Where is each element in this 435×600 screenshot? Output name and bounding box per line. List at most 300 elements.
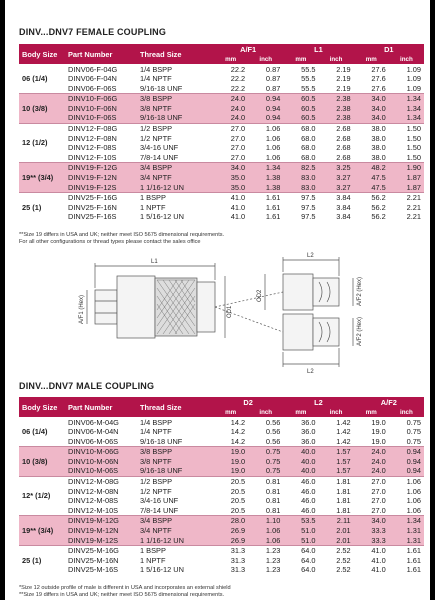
part-number-cell: DINV06-M-04N <box>65 427 137 437</box>
thread-size-cell: 1 5/16-12 UN <box>137 212 213 222</box>
part-number-cell: DINV19-F-12N <box>65 173 137 183</box>
thread-size-cell: 3/4 NPTF <box>137 173 213 183</box>
part-number-cell: DINV10-F-06G <box>65 94 137 104</box>
table-row <box>19 153 424 163</box>
dimension-cell: 27.6 <box>354 74 389 84</box>
thread-size-cell: 3/4-16 UNF <box>137 143 213 153</box>
catalog-page <box>5 0 430 600</box>
dimension-cell: 55.5 <box>283 74 318 84</box>
dimension-cell: 0.87 <box>248 74 283 84</box>
dimension-cell: 1.50 <box>389 153 424 163</box>
dimension-cell: 28.0 <box>213 516 248 526</box>
dimension-cell: 24.0 <box>354 466 389 476</box>
dimension-cell: 0.81 <box>248 487 283 497</box>
dimension-cell: 27.0 <box>213 123 248 133</box>
dimension-cell: 0.81 <box>248 476 283 486</box>
female-note-2: For all other configurations or thread types please contact the sales office <box>19 239 201 245</box>
dimension-cell: 0.94 <box>248 94 283 104</box>
dimension-cell: 2.21 <box>389 212 424 222</box>
dimension-cell: 1.81 <box>318 506 353 516</box>
dimension-cell: 1.06 <box>248 134 283 144</box>
dimension-cell: 27.0 <box>213 143 248 153</box>
dimension-cell: 1.06 <box>248 153 283 163</box>
dimension-cell: 3.27 <box>318 183 353 193</box>
dimension-cell: 0.94 <box>248 104 283 114</box>
thread-size-cell: 1/2 NPTF <box>137 134 213 144</box>
part-number-cell: DINV06-M-06S <box>65 437 137 447</box>
body-size-cell: 10 (3/8) <box>19 94 65 124</box>
table-row <box>19 104 424 114</box>
dimension-cell: 0.94 <box>389 457 424 467</box>
dimension-cell: 1.34 <box>389 516 424 526</box>
part-number-cell: DINV25-M-16S <box>65 565 137 575</box>
dimension-cell: 2.52 <box>318 565 353 575</box>
dimension-cell: 46.0 <box>283 496 318 506</box>
table-row <box>19 163 424 173</box>
dimension-cell: 1.10 <box>248 516 283 526</box>
dimension-cell: 27.0 <box>354 506 389 516</box>
table-row <box>19 565 424 575</box>
body-size-cell: 06 (1/4) <box>19 64 65 93</box>
unit-mm: mm <box>354 408 389 417</box>
thread-size-cell: 9/16-18 UNF <box>137 84 213 94</box>
dimension-cell: 1.81 <box>318 476 353 486</box>
body-size-cell: 19** (3/4) <box>19 516 65 546</box>
body-size-cell: 06 (1/4) <box>19 417 65 446</box>
table-row <box>19 84 424 94</box>
table-row <box>19 203 424 213</box>
table-row <box>19 437 424 447</box>
dimension-cell: 19.0 <box>354 427 389 437</box>
part-number-cell: DINV25-F-16N <box>65 203 137 213</box>
dimension-cell: 2.38 <box>318 104 353 114</box>
dimension-cell: 41.0 <box>213 212 248 222</box>
part-number-cell: DINV06-F-06S <box>65 84 137 94</box>
dimension-cell: 46.0 <box>283 487 318 497</box>
thread-size-cell: 3/4 BSPP <box>137 163 213 173</box>
thread-size-cell: 3/8 BSPP <box>137 447 213 457</box>
dimension-cell: 34.0 <box>354 94 389 104</box>
dimension-cell: 0.81 <box>248 506 283 516</box>
dimension-cell: 14.2 <box>213 437 248 447</box>
dimension-cell: 33.3 <box>354 526 389 536</box>
dimension-cell: 0.94 <box>248 113 283 123</box>
dimension-cell: 2.52 <box>318 546 353 556</box>
dimension-cell: 60.5 <box>283 104 318 114</box>
dimension-cell: 31.3 <box>213 556 248 566</box>
dimension-cell: 3.25 <box>318 163 353 173</box>
dim-af1-label: A/F1 (Hex) <box>79 294 85 324</box>
thread-size-cell: 1 NPTF <box>137 203 213 213</box>
dimension-cell: 0.75 <box>248 466 283 476</box>
dimension-cell: 3.84 <box>318 203 353 213</box>
header-l2: L2 <box>283 397 353 408</box>
dimension-cell: 55.5 <box>283 64 318 74</box>
unit-mm: mm <box>283 408 318 417</box>
dimension-cell: 1.06 <box>248 143 283 153</box>
dimension-cell: 64.0 <box>283 556 318 566</box>
dimension-cell: 1.09 <box>389 74 424 84</box>
female-coupling-table <box>19 44 424 222</box>
thread-size-cell: 1/4 BSPP <box>137 64 213 74</box>
dim-l2-label: L2 <box>307 253 314 259</box>
male-note-2: **Size 19 differs in USA and UK; neither meet ISO 5675 dimensional requirements. <box>19 592 225 598</box>
dimension-cell: 64.0 <box>283 546 318 556</box>
dimension-cell: 22.2 <box>213 84 248 94</box>
dimension-cell: 0.94 <box>389 447 424 457</box>
dimension-cell: 24.0 <box>354 457 389 467</box>
thread-size-cell: 3/8 BSPP <box>137 94 213 104</box>
table-row <box>19 526 424 536</box>
dimension-cell: 24.0 <box>354 447 389 457</box>
unit-mm: mm <box>213 55 248 64</box>
header-body-size: Body Size <box>19 44 65 64</box>
dimension-cell: 1.38 <box>248 173 283 183</box>
header-thread-size: Thread Size <box>137 44 213 64</box>
dimension-cell: 0.75 <box>389 437 424 447</box>
table-row <box>19 173 424 183</box>
thread-size-cell: 1 1/16-12 UN <box>137 183 213 193</box>
part-number-cell: DINV12-M-08S <box>65 496 137 506</box>
dimension-cell: 1.23 <box>248 565 283 575</box>
dimension-cell: 68.0 <box>283 153 318 163</box>
dimension-cell: 1.87 <box>389 173 424 183</box>
dimension-cell: 31.3 <box>213 565 248 575</box>
header-d1: D1 <box>354 44 424 55</box>
dimension-cell: 40.0 <box>283 457 318 467</box>
part-number-cell: DINV12-M-08N <box>65 487 137 497</box>
dimension-cell: 0.75 <box>389 417 424 427</box>
table-row <box>19 516 424 526</box>
dimension-cell: 0.75 <box>248 447 283 457</box>
dimension-cell: 68.0 <box>283 143 318 153</box>
table-row <box>19 556 424 566</box>
dimension-cell: 2.68 <box>318 134 353 144</box>
dimension-cell: 24.0 <box>213 113 248 123</box>
male-coupling-table <box>19 397 424 575</box>
female-section-title: DINV...DNV7 FEMALE COUPLING <box>19 27 167 37</box>
dimension-cell: 56.2 <box>354 212 389 222</box>
dimension-cell: 0.87 <box>248 64 283 74</box>
male-section-title: DINV...DNV7 MALE COUPLING <box>19 381 155 391</box>
dimension-cell: 41.0 <box>213 193 248 203</box>
unit-inch: inch <box>318 408 353 417</box>
part-number-cell: DINV06-F-04N <box>65 74 137 84</box>
thread-size-cell: 1 1/16-12 UN <box>137 536 213 546</box>
table-row <box>19 536 424 546</box>
dimension-cell: 27.0 <box>354 487 389 497</box>
dim-af2-bottom-label: A/F2 (Hex) <box>357 316 363 346</box>
dimension-cell: 2.19 <box>318 74 353 84</box>
part-number-cell: DINV19-M-12N <box>65 526 137 536</box>
dimension-cell: 35.0 <box>213 183 248 193</box>
dimension-cell: 56.2 <box>354 193 389 203</box>
table-row <box>19 94 424 104</box>
dim-af2-top-label: A/F2 (Hex) <box>357 276 363 306</box>
dimension-cell: 1.61 <box>389 546 424 556</box>
dimension-cell: 0.75 <box>389 427 424 437</box>
table-row <box>19 212 424 222</box>
dimension-cell: 47.5 <box>354 173 389 183</box>
dimension-cell: 1.06 <box>389 487 424 497</box>
unit-inch: inch <box>389 408 424 417</box>
dimension-cell: 33.3 <box>354 536 389 546</box>
dimension-cell: 1.34 <box>389 94 424 104</box>
dimension-cell: 27.0 <box>213 134 248 144</box>
part-number-cell: DINV25-F-16G <box>65 193 137 203</box>
dimension-cell: 0.81 <box>248 496 283 506</box>
dimension-cell: 41.0 <box>213 203 248 213</box>
dimension-cell: 26.9 <box>213 536 248 546</box>
dimension-cell: 1.23 <box>248 556 283 566</box>
dimension-cell: 1.50 <box>389 123 424 133</box>
dimension-cell: 1.06 <box>389 496 424 506</box>
thread-size-cell: 9/16-18 UNF <box>137 113 213 123</box>
table-row <box>19 417 424 427</box>
thread-size-cell: 1/4 NPTF <box>137 427 213 437</box>
header-part-number: Part Number <box>65 44 137 64</box>
dimension-cell: 97.5 <box>283 212 318 222</box>
dimension-cell: 0.87 <box>248 84 283 94</box>
dimension-cell: 1.31 <box>389 536 424 546</box>
dimension-cell: 36.0 <box>283 427 318 437</box>
unit-mm: mm <box>354 55 389 64</box>
dimension-cell: 1.81 <box>318 496 353 506</box>
table-row <box>19 476 424 486</box>
dimension-cell: 51.0 <box>283 536 318 546</box>
dimension-cell: 36.0 <box>283 437 318 447</box>
dimension-cell: 2.19 <box>318 64 353 74</box>
dimension-cell: 38.0 <box>354 123 389 133</box>
dimension-cell: 64.0 <box>283 565 318 575</box>
dimension-cell: 47.5 <box>354 183 389 193</box>
dimension-cell: 97.5 <box>283 203 318 213</box>
dimension-cell: 1.23 <box>248 546 283 556</box>
dimension-cell: 53.5 <box>283 516 318 526</box>
thread-size-cell: 1/2 NPTF <box>137 487 213 497</box>
dimension-cell: 27.6 <box>354 84 389 94</box>
body-size-cell: 25 (1) <box>19 193 65 222</box>
dimension-cell: 27.0 <box>213 153 248 163</box>
dimension-cell: 2.01 <box>318 536 353 546</box>
dimension-cell: 1.42 <box>318 437 353 447</box>
dimension-cell: 3.84 <box>318 212 353 222</box>
header-thread-size: Thread Size <box>137 397 213 417</box>
header-part-number: Part Number <box>65 397 137 417</box>
dimension-cell: 1.57 <box>318 466 353 476</box>
dimension-cell: 38.0 <box>354 153 389 163</box>
dimension-cell: 38.0 <box>354 134 389 144</box>
dimension-cell: 1.57 <box>318 457 353 467</box>
body-size-cell: 12* (1/2) <box>19 476 65 515</box>
dimension-cell: 19.0 <box>213 457 248 467</box>
male-note-1: *Size 12 outside profile of male is different in USA and incorporates an external shield <box>19 585 231 591</box>
dimension-cell: 1.42 <box>318 427 353 437</box>
part-number-cell: DINV12-M-10S <box>65 506 137 516</box>
thread-size-cell: 1/2 BSPP <box>137 476 213 486</box>
table-row <box>19 123 424 133</box>
unit-inch: inch <box>248 55 283 64</box>
dimension-cell: 1.57 <box>318 447 353 457</box>
part-number-cell: DINV25-M-16N <box>65 556 137 566</box>
table-row <box>19 113 424 123</box>
dimension-cell: 34.0 <box>213 163 248 173</box>
dimension-cell: 1.61 <box>248 193 283 203</box>
thread-size-cell: 7/8-14 UNF <box>137 153 213 163</box>
part-number-cell: DINV12-F-10S <box>65 153 137 163</box>
thread-size-cell: 1/4 NPTF <box>137 74 213 84</box>
part-number-cell: DINV19-M-12S <box>65 536 137 546</box>
header-af1: A/F1 <box>213 44 283 55</box>
table-row <box>19 546 424 556</box>
dimension-cell: 2.38 <box>318 113 353 123</box>
body-size-cell: 25 (1) <box>19 546 65 575</box>
table-row <box>19 457 424 467</box>
dimension-cell: 40.0 <box>283 466 318 476</box>
dimension-cell: 3.84 <box>318 193 353 203</box>
unit-inch: inch <box>318 55 353 64</box>
dimension-cell: 1.87 <box>389 183 424 193</box>
thread-size-cell: 3/8 NPTF <box>137 104 213 114</box>
dimension-cell: 14.2 <box>213 417 248 427</box>
dimension-cell: 1.34 <box>389 104 424 114</box>
dim-od2-label: OD2 <box>257 289 263 302</box>
dimension-cell: 41.0 <box>354 565 389 575</box>
table-row <box>19 447 424 457</box>
thread-size-cell: 3/4-16 UNF <box>137 496 213 506</box>
table-row <box>19 496 424 506</box>
dimension-cell: 19.0 <box>213 466 248 476</box>
dimension-cell: 0.75 <box>248 457 283 467</box>
dimension-cell: 31.3 <box>213 546 248 556</box>
dimension-cell: 1.06 <box>248 526 283 536</box>
part-number-cell: DINV12-M-08G <box>65 476 137 486</box>
dimension-cell: 1.06 <box>248 123 283 133</box>
dimension-cell: 0.94 <box>389 466 424 476</box>
dimension-cell: 46.0 <box>283 476 318 486</box>
dimension-cell: 27.6 <box>354 64 389 74</box>
dimension-cell: 19.0 <box>213 447 248 457</box>
dimension-cell: 36.0 <box>283 417 318 427</box>
thread-size-cell: 9/16-18 UNF <box>137 437 213 447</box>
dimension-cell: 14.2 <box>213 427 248 437</box>
thread-size-cell: 1 BSPP <box>137 193 213 203</box>
dimension-cell: 19.0 <box>354 417 389 427</box>
dimension-cell: 22.2 <box>213 74 248 84</box>
thread-size-cell: 1 NPTF <box>137 556 213 566</box>
dimension-cell: 83.0 <box>283 173 318 183</box>
dimension-cell: 34.0 <box>354 104 389 114</box>
part-number-cell: DINV10-M-06G <box>65 447 137 457</box>
female-note-1: **Size 19 differs in USA and UK; neither meet ISO 5675 dimensional requirements. <box>19 232 225 238</box>
dimension-cell: 2.01 <box>318 526 353 536</box>
dimension-cell: 40.0 <box>283 447 318 457</box>
dimension-cell: 1.50 <box>389 143 424 153</box>
body-size-cell: 19** (3/4) <box>19 163 65 193</box>
coupling-dimension-diagram <box>65 248 395 378</box>
dimension-cell: 1.61 <box>389 556 424 566</box>
thread-size-cell: 3/4 BSPP <box>137 516 213 526</box>
dimension-cell: 24.0 <box>213 104 248 114</box>
dimension-cell: 1.09 <box>389 64 424 74</box>
table-row <box>19 466 424 476</box>
table-row <box>19 134 424 144</box>
part-number-cell: DINV19-F-12S <box>65 183 137 193</box>
dim-l1-label: L1 <box>151 259 158 265</box>
dimension-cell: 55.5 <box>283 84 318 94</box>
dimension-cell: 2.52 <box>318 556 353 566</box>
dimension-cell: 51.0 <box>283 526 318 536</box>
table-row <box>19 487 424 497</box>
dimension-cell: 20.5 <box>213 506 248 516</box>
dimension-cell: 1.42 <box>318 417 353 427</box>
part-number-cell: DINV10-F-06N <box>65 104 137 114</box>
dimension-cell: 68.0 <box>283 123 318 133</box>
dimension-cell: 2.21 <box>389 203 424 213</box>
table-row <box>19 506 424 516</box>
dimension-cell: 1.50 <box>389 134 424 144</box>
thread-size-cell: 9/16-18 UNF <box>137 466 213 476</box>
dimension-cell: 0.56 <box>248 427 283 437</box>
dimension-cell: 0.56 <box>248 437 283 447</box>
part-number-cell: DINV25-F-16S <box>65 212 137 222</box>
body-size-cell: 10 (3/8) <box>19 447 65 477</box>
body-size-cell: 12 (1/2) <box>19 123 65 162</box>
part-number-cell: DINV10-M-06N <box>65 457 137 467</box>
part-number-cell: DINV12-F-08N <box>65 134 137 144</box>
table-row <box>19 183 424 193</box>
part-number-cell: DINV06-F-04G <box>65 64 137 74</box>
dimension-cell: 2.21 <box>389 193 424 203</box>
dimension-cell: 68.0 <box>283 134 318 144</box>
thread-size-cell: 1 5/16-12 UN <box>137 565 213 575</box>
dimension-cell: 20.5 <box>213 487 248 497</box>
table-row <box>19 427 424 437</box>
dimension-cell: 2.68 <box>318 123 353 133</box>
dimension-cell: 1.06 <box>389 506 424 516</box>
table-row <box>19 64 424 74</box>
dimension-cell: 1.38 <box>248 183 283 193</box>
dimension-cell: 1.09 <box>389 84 424 94</box>
unit-inch: inch <box>248 408 283 417</box>
thread-size-cell: 3/4 NPTF <box>137 526 213 536</box>
dimension-cell: 2.11 <box>318 516 353 526</box>
dimension-cell: 1.81 <box>318 487 353 497</box>
part-number-cell: DINV10-F-06S <box>65 113 137 123</box>
unit-inch: inch <box>389 55 424 64</box>
table-row <box>19 74 424 84</box>
dimension-cell: 41.0 <box>354 556 389 566</box>
unit-mm: mm <box>213 408 248 417</box>
header-body-size: Body Size <box>19 397 65 417</box>
dimension-cell: 19.0 <box>354 437 389 447</box>
dimension-cell: 1.06 <box>389 476 424 486</box>
dimension-cell: 60.5 <box>283 113 318 123</box>
dimension-cell: 1.61 <box>389 565 424 575</box>
dimension-cell: 2.19 <box>318 84 353 94</box>
dimension-cell: 56.2 <box>354 203 389 213</box>
part-number-cell: DINV19-M-12G <box>65 516 137 526</box>
part-number-cell: DINV19-F-12G <box>65 163 137 173</box>
part-number-cell: DINV12-F-08G <box>65 123 137 133</box>
thread-size-cell: 1 BSPP <box>137 546 213 556</box>
table-row <box>19 193 424 203</box>
part-number-cell: DINV25-M-16G <box>65 546 137 556</box>
header-d2: D2 <box>213 397 283 408</box>
dimension-cell: 2.68 <box>318 143 353 153</box>
table-row <box>19 143 424 153</box>
dimension-cell: 34.0 <box>354 113 389 123</box>
